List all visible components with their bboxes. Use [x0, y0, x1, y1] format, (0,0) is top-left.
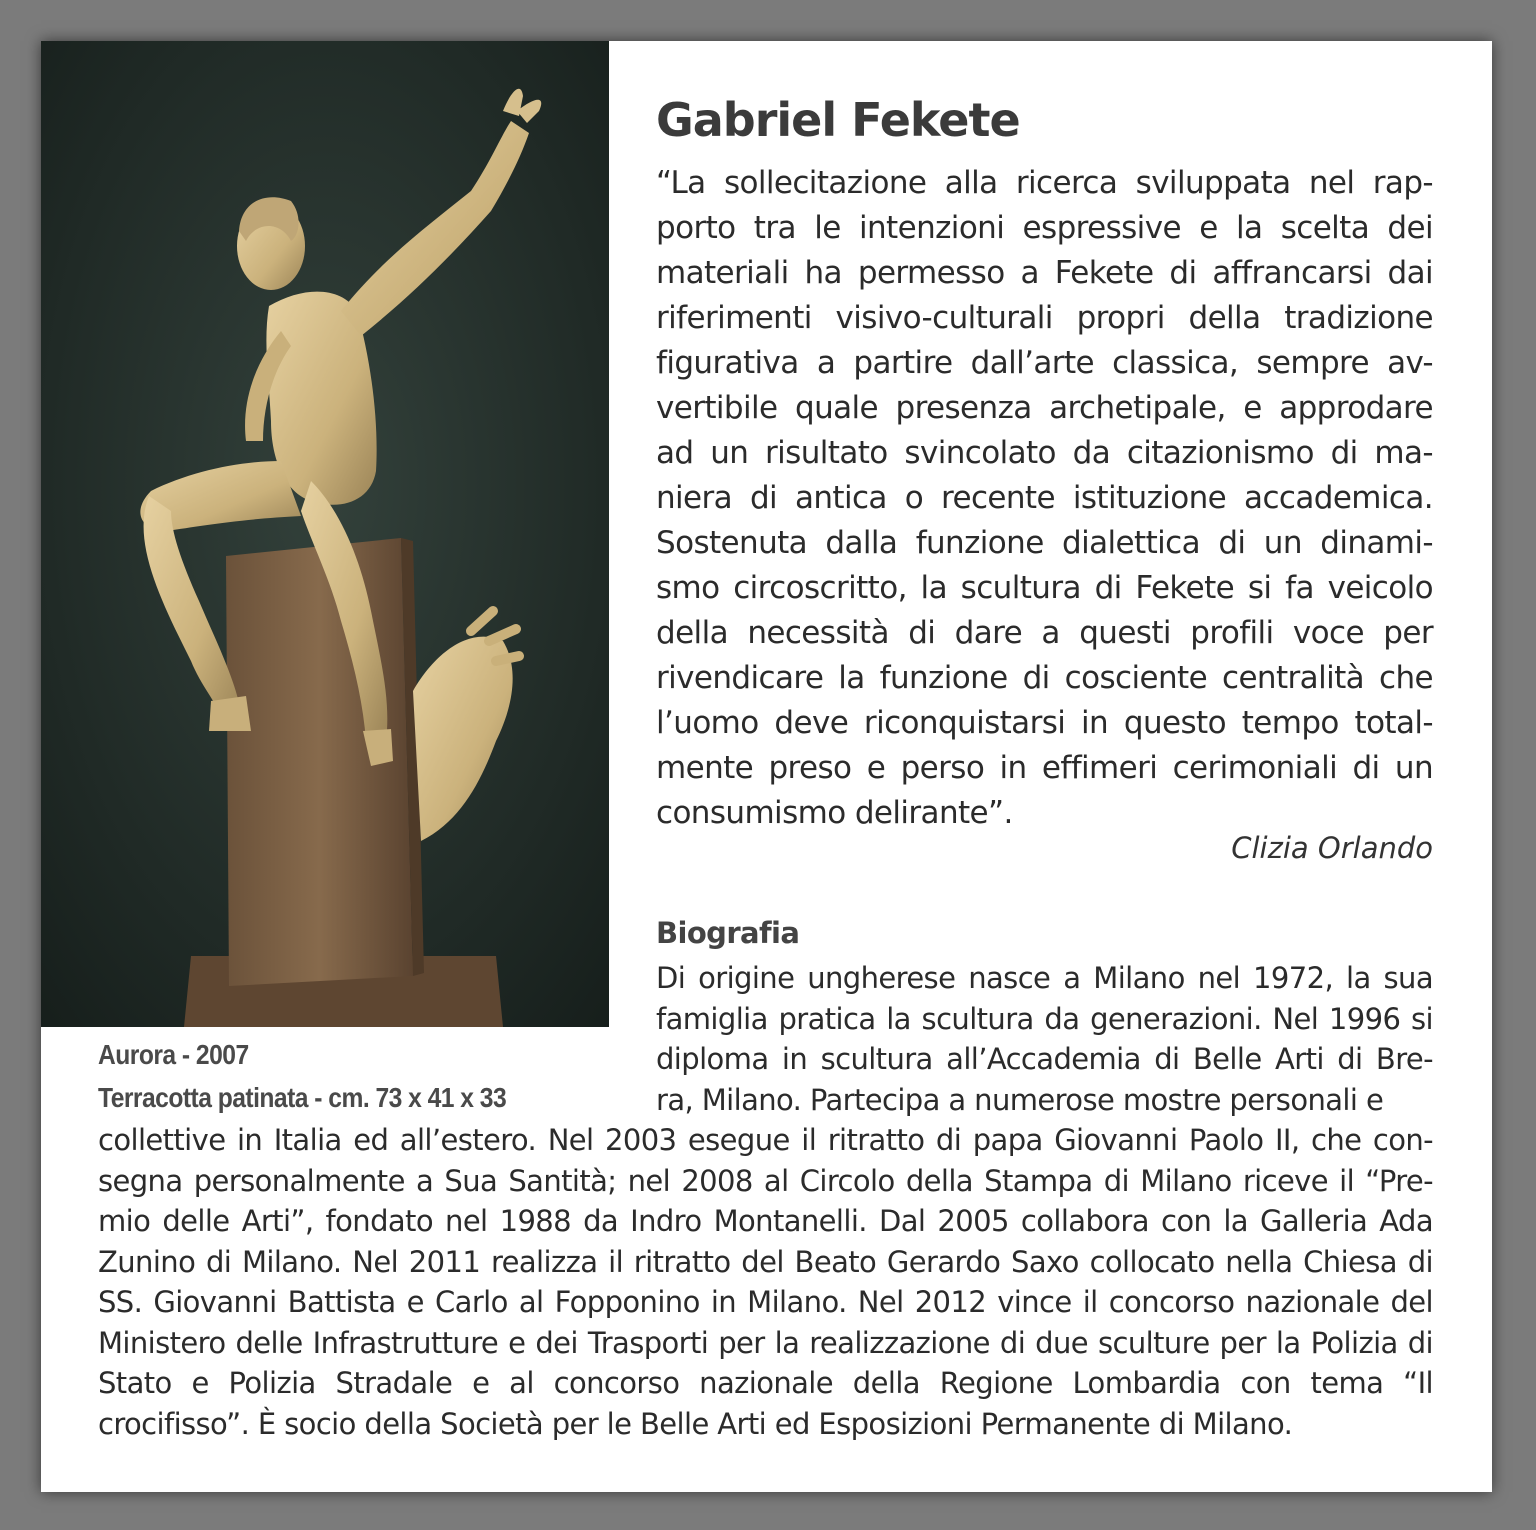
quote-line: rivendicare la funzione di cosciente centralità che	[656, 660, 1433, 696]
quote-line: l’uomo deve riconquistarsi in questo tempo total-	[656, 705, 1433, 741]
biography-text-top	[656, 958, 1433, 1120]
quote-line: porto tra le intenzioni espressive e la scelta dei	[656, 210, 1433, 246]
quote-line: della necessità di dare a questi profili voce per	[656, 615, 1433, 651]
quote-line: Sostenuta dalla funzione dialettica di un dinami-	[656, 525, 1433, 561]
bio-line: diploma in scultura all’Accademia di Belle Arti di Bre-	[656, 1042, 1433, 1076]
bio-line: mio delle Arti”, fondato nel 1988 da Indro Montanelli. Dal 2005 collabora con la Galleria Ada	[98, 1204, 1433, 1238]
quote-line: materiali ha permesso a Fekete di affrancarsi dai	[656, 255, 1433, 291]
bio-line: ra, Milano. Partecipa a numerose mostre personali e	[656, 1082, 1384, 1117]
bio-line: famiglia pratica la scultura da generazioni. Nel 1996 si	[656, 1001, 1433, 1036]
bio-line: Zunino di Milano. Nel 2011 realizza il ritratto del Beato Gerardo Saxo collocato nella Chiesa	[98, 1244, 1397, 1279]
bio-line: di SS. Giovanni Battista e Carlo al Fopponino in Milano. Nel 2012 vince il concorso nazionale	[98, 1244, 1433, 1319]
quote-line: smo circoscritto, la scultura di Fekete si fa veicolo	[656, 570, 1433, 606]
sculpture-photo	[41, 41, 609, 1027]
quote-line: figurativa a partire dall’arte classica, sempre av-	[656, 345, 1433, 381]
critique-quote	[656, 161, 1433, 836]
catalog-page	[41, 41, 1492, 1492]
bio-line: collettive in Italia ed all’estero. Nel 2003 esegue il ritratto di papa Giovanni Paolo II, che con-	[98, 1123, 1433, 1157]
bio-line: del Ministero delle Infrastrutture e dei Trasporti per la realizzazione di due sculture per la	[98, 1285, 1433, 1360]
biography-text-bottom	[98, 1120, 1433, 1444]
quote-line: vertibile quale presenza archetipale, e approdare	[656, 390, 1433, 426]
artist-name: Gabriel Fekete	[656, 93, 1020, 147]
artwork-title: Aurora - 2007	[98, 1039, 249, 1070]
bio-line: Di origine ungherese nasce a Milano nel 1972, la sua	[656, 961, 1433, 995]
artwork-caption	[98, 1033, 506, 1119]
quote-line: riferimenti visivo-culturali propri della tradizione	[656, 300, 1433, 336]
quote-author: Clizia Orlando	[1231, 831, 1433, 865]
bio-line: Polizia di Stato e Polizia Stradale e al concorso nazionale della Regione Lombardia con tema	[98, 1325, 1433, 1400]
quote-line: consumismo delirante”.	[656, 795, 1013, 831]
bio-line: segna personalmente a Sua Santità; nel 2008 al Circolo della Stampa di Milano riceve il “Pre-	[98, 1163, 1433, 1198]
biography-heading: Biografia	[656, 916, 800, 950]
quote-line: mente preso e perso in effimeri cerimoniali di un	[656, 750, 1433, 786]
quote-line: niera di antica o recente istituzione accademica.	[656, 480, 1433, 516]
quote-line: “La sollecitazione alla ricerca sviluppata nel rap-	[656, 165, 1433, 201]
bio-line: “Il crocifisso”. È socio della Società per le Belle Arti ed Esposizioni Permanente di Milano.	[98, 1366, 1433, 1441]
quote-line: ad un risultato svincolato da citazionismo di ma-	[656, 435, 1433, 471]
artwork-details: Terracotta patinata - cm. 73 x 41 x 33	[98, 1082, 507, 1113]
